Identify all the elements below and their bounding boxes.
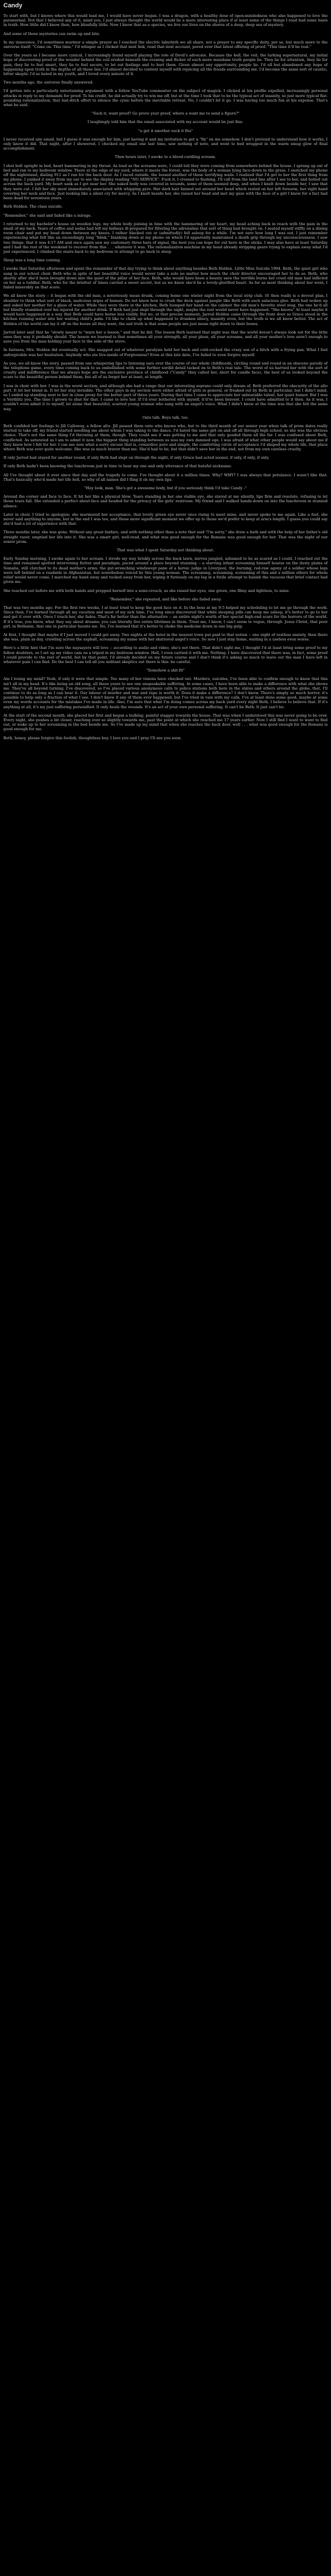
- paragraph: Sleep was a long time coming.: [3, 258, 61, 263]
- paragraph: Then hours later, I awoke to a blood-curdling scream.: [114, 155, 217, 160]
- paragraph: I shot bolt upright in bed, heart hammering in my throat. As loud as the screams were, I could tell they were coming from somewhere behind the house. I sprang up out of bed and ran to my bedroom window. There at the edge of my yard, where it meets the forest, was the body of a woman lying face-down in the grass. I snatched my phone off the nightstand, dialing 911 as I ran for the back door. As I raced outside, the loosed another of those terrifying wails. I realized that I'd get to her the first thing from my phone. I yanked it away from my ear to see the display reading "NO SERVICE". Fuck it, I crossed to flashing, I'll call from the land line after I see to her, and bolted out across the back yard. My heart sank as I got near her. She naked body was covered in wounds, some of them seemed deep, and when I knelt down beside her, I saw that they were cut. I felt her sky most immediately associated with whipping pyre. Her dark hair fanned out around her head which rested on her left forearm, her right hand covering her neck and face. Just looking like a silent cry for mercy. As I knelt beside her, she raised her head and met my gaze with the face of a girl I knew for a fact had been dead for seventeen years.: [3, 163, 328, 201]
- paragraph: I laughingly told him that the email associated with my account would be just fine.: [87, 120, 244, 125]
- paragraph: That was two months ago. For the first two weeks, I at least tried to keep the good face on it. In the boss at my 9-5 helped my scheduling to let me go through the work. Since then, I've burned through all my vacation and most of my sick time. I've long since discovered that while sleeping pills can keep me asleep, it's better to go to her and get it over with. Once I touch her, she fades. That's far better than the alternative -- an entire night's worth of her special high-end scars for the horrors of the world. If it's true, you know, what they say about dreams: you can literally live entire lifetimes in them. Trust me, I know, I can't seem to vogue, through. Jesus Christ, that poor girl, in Bethanie, that one in particular haunts me. No, I've learned that it's better to choke the medicine down in one big gulp.: [3, 605, 328, 629]
- paragraph: Over the years as I became more cynical, I increasingly found myself playing the role of Devil's advocate. Because the hell, the veil, the lurking supernatural, my initial hope of discovering proof of the wonder behind the veil eroded beneath the evening and flicker of each more mundane truth people lie. They lie for attention, they lie for gain, they lie to feel smart, they lie to feel secure, to let out feelings and to hurt them. Given almost any opportunity, people lie. I'd all but abandoned any hope of happening upon truth in the depths of all those lies. I'd almost decided to content myself with rejoicing all the frauds surrounding me. I'd become the same sort of caustic, bitter skeptic I'd so hated in my youth, and I loved every minute of it.: [3, 53, 328, 77]
- paragraph: At first, I thought that maybe if I just moved I could get away. Two nights at the hotel in the nearest town put paid to that notion -- one night of restless anxiety, then there she was, plain as day, crawling across the asphalt, screaming my name with her shattered angel's voice. So now I just stay home, waiting in a useless even worse.: [3, 632, 328, 642]
- story-title: Candy: [3, 2, 23, 9]
- paragraph-quote: "Suck it, want proof? Go prove your proof, where a want me to send a figure?": [91, 111, 240, 116]
- paragraph: I returned to my bachelor's house on wooden legs, my whole body pulsing in time with the hammering of my heart, my head aching back in reach with the pain in the small of my back. Years of coffee and sodas had left my kidneys ill-prepared for filtering the adrenaline that sort of thing had brought on. I seated myself stiffly on a dining room chair and put my head down between my knees. I rather blacked out or (admittedly) fell asleep for a while. I'm not sure how long I was out, I just remember experiencing what felt like an exceedingly long "blink," blanking down at my phone on which I'd apparently maintained a death grip through my unconsciousness. I saw two things: that it was 4:17 AM and once again saw my customary three bars of signal, the best you can hope for out here in the sticks. I may also have at least Saturday and I had the rest of the weekend to recover from this . . . whatever it was. The rationalization machine in my head already stripping gears trying to explain away what I'd just experienced, I climbed the stairs back to my bedroom to attempt to go back to sleep.: [3, 221, 328, 254]
- paragraph: If only Jarrod had stayed for another round, if only Beth had slept on through the night, if only Grace had acted sooner, if only, if only, if only.: [3, 455, 270, 460]
- paragraph: If only Beth hadn't been knowing the lunchroom just in time to hear my one and only utterance of that hateful nickname.: [3, 464, 232, 469]
- paragraph: In fairness, Mrs. Holden did eventually act. She snapped out of whatever paralysis held her back and cold-cocked the crazy son of a bitch with a frying pan. What I feel unforgivable was her hesitation. Anybody who ate live-inside of Forgiveness? Even at this late date, I've failed to even forgive myself.: [3, 348, 328, 357]
- paragraph: I was in choir with her. I was in the worst section, and although she had a range that our interesting soprano could only dream of, Beth preferred the obscurity of the alto part. It let her blend in. It let her stay invisible. The other guys in my section were either afraid of girls in general, or freaked out by Beth in particular, but I didn't mind, so I ended up standing next to her in close proxy for the better part of three years. During that time I came to appreciate her unbeatable talent, her quiet humor. But I was a Verdilitz you. The time I grown to shut for that. I came to love her. If I'd ever bothered with myself, it'd've been bravest. I could have admitted to it then. As it was, I couldn't even admit it to myself, let alone that beautiful, scarred young woman who sang with an angel's voice. What I didn't know at the time was that she felt the same way.: [3, 383, 328, 411]
- paragraph: Beth Holden. The class suicide.: [3, 204, 63, 209]
- paragraph: I never received any email, but I guess it was enough for him, just having it and my invitation to get a "fix" on me somehow. I don't pretend to understand how it works, I only know it did. That night, after I showered, I checked my email one last time, saw nothing of note, and went to bed wrapped in the warm smug glow of final accomplishment.: [3, 137, 328, 151]
- paragraph: Jarrod later said that he "slowly meant to "warn her a lesson," and that he did. The lesson Beth learned that night was that the world doesn't always look out for the little ones they way it probably should. The lesson we learned is that sometimes all your strength, all your pleas, all your screams, and all your mother's love aren't enough to save you from the man holding your face to the side of the stove.: [3, 330, 328, 344]
- paragraph: All I've thought about it ever since that day and the tragedy to come. I've thought about it a million times. Why? WHY? I was always that petulance. I wasn't like that. That's basically who'd made her life hell, so why of all names did I fling it on my own lips.: [3, 472, 328, 482]
- paragraph: In my innocence, I'd sometimes murmur a simple prayer as I reached the electric labyrinth we all share, not a prayer to any specific deity, per se, but much more to the universe itself: "Come on. This time." I'd whisper as I clicked that next link, read that next account, pored over that latest offering of proof. "This time it'll be real.": [3, 40, 328, 50]
- paragraph: I awoke that Saturday afternoon and spent the remainder of that day trying to think about anything besides Beth Holden. Little Miss Suicide 1994. Beth, the quiet girl who sang in our school choir. Beth who in spite of her beautiful voice would never take a solo no matter how much the choir director encouraged her to do so. Beth, who shortly after she'd been brought down into the quiet of the pillar of her face. Beth, who would have been a beauty save the terrible burns her cruel old man had inflicted on her as a toddler. Beth, who for the briefest of times carried a sweet secret, but as we knew she'd be a lovely-glorified heart. As far as most thinking about her went, I failed miserably on that score.: [3, 266, 328, 290]
- paragraph: As you, we all know the story, passed from one whispering lips to listening ears over the course of our whole childhoods, circling round and round in an obscene parody of the telephone game, every time coming back to us embellished with some further sordid detail tacked on to Beth's real tale. The worst of us harried her with the sort of cruelty and indifference that we always hope are the exclusive province of childhood ("Candy" they called her, short for candle face), the best of us looked beyond the scars to the beautiful person behind them, but all of us forgot her at least, at length.: [3, 361, 328, 380]
- paragraph-quote: "Remember," she repeated, and like before she faded away.: [109, 596, 222, 602]
- story-body: [3, 14, 328, 740]
- paragraph: Beth, honey, please forgive this foolish, thoughtless boy. I love you and I pray I'll see you soon.: [3, 735, 182, 740]
- paragraph: And some of those mysteries can swim up and bite.: [3, 31, 100, 36]
- paragraph: "Remember," she said and faded like a mirage.: [3, 213, 92, 218]
- paragraph: Two months ago, the universe finally answered.: [3, 80, 94, 85]
- paragraph: Oats talk. Boys talk, too.: [142, 415, 189, 420]
- paragraph: Here's a little hint that I'm sure the naysayers will love -- according to audio and video, she's not there. That didn't sight me, I thought I'd at least bring some proof to my fellow doubters, so I set up my video cam on a tripod in my bedroom window. Hell, I even carried it with me. Nothing. I have discovered that there was, in fact, some proof I could provide to the rest of world, but by that point, I'd already decided on my future course and I don't think it's asking so much to leave out the man I have left in whatever pain I can find. Do the best I can tell all you militant skeptics out there is this: be careful.: [3, 646, 328, 664]
- paragraph: Beth confided her feelings to Jill Calloway, a fellow alto. Jill passed them onto who knows who, but to the third month of our senior year when talk of prom dates really started to take off, my friend started needling me about whom I was taking to the dance. I'd hated the same girl on and off all through high school, so she was the obvious choice. That's not the same thing I'd throwing at them, though. They could see it was getting to me and that only goaded them all the far. I was confused about Beth, conflicted. As saturated as I am to admit it now, the biggest thing standing between us was my own damned ego. I was afraid of what other people would say about me if they knew how I felt for her. I can see now what a sorry excuse that is, cowardice pure and simple, the comforting circle of acceptance I'd shaped my whole life, that place where Beth was ever quite welcome. She was so much braver than me. She'd had to be, but that didn't save her in the end, not from my own careless cruelty.: [3, 424, 328, 452]
- paragraph: I'd gotten into a particularly entertaining argument with a fellow YouTube commenter on the subject of magick. I clicked at his profile expelled, increasingly personal attacks in reply to my demands for proof. To his credit, he did actually try to win me off, but at the time I took that to be the typical act of insanity, so just more typical flat-pounding rationalization, that last-ditch effort to silence the cynic before the inevitable retreat. No, I couldn't let it go. I was having too much fun at his expense. That's what he said.: [3, 89, 328, 108]
- paragraph-quote: "u got it smother suck it fita": [138, 128, 193, 133]
- paragraph: We all knew the story -- it began with the old man, a notoriously mean drunk, coming home one winter night from the local strip club. (It then really is a devout plan, I shudder to think what sort of black, malicious urges of human. Do not know how to crush the deck against people like Beth with each salacious glee. Beth had woken up and asked her mother for a glass of water. While they were there in the kitchen, Beth bumped her hand on the cabinet the old man's favorite steel mug, the one he'd all but blindly stumbled over his injured for another drink. If Beth had just slept through the night, maybe the rest would never have happened. "She knows" At least maybe it would have happened in a way that Beth could have borne less visibly. But no, at that precise moment, Jarrod Holden came through the front door as Grace stood in the kitchen running water into her waiting child's palm. I'd like to chalk up what happened to drunken idiocy, insanity even, but the truth is we all know better. The act of Holden of the world can lay it off on the booze all they want, the sad truth is that some people are just mean right down to their bones.: [3, 293, 328, 326]
- paragraph: At the start of the second month, she placed her first and began a bulbing, painful stagger towards the house. That was when I understood this was never going to be over. Every night, she pushes a bit closer, reaching ever so slightly towards me, past the point at which she reached me 17 years earlier. Now I still find I want to want to find out, or wake up to her screaming in the bed beside me. So I've made up my mind that when she reaches the back door, well . . . what was good enough for the Romans is good enough for me.: [3, 713, 328, 732]
- paragraph: Later in choir, I tried to apologize; she murmured her acceptance, that lovely green eye never once rising to meet mine, and never spoke to me again. Like a fool, she never said anything to anyone, but in the end I was too, and those more significant moment we offer up to those we'd prefer to keep at arm's length. I guess you could say she'd had a lot of experience with that.: [3, 512, 328, 526]
- paragraph: She reached out before me with both hands and propped herself into a semi-crouch, as she raised her eyes, one green, one filmy and lightless, to mine.: [3, 588, 290, 593]
- paragraph: That was what I spent Saturday not thinking about.: [117, 548, 214, 553]
- paragraph-quote: "Hey look, man. She's got a awesome body, but if you seriously think I'd take Candy -": [84, 486, 247, 491]
- paragraph: Am I losing my mind? Yeah, if only it were that simple. Too many of her visions have checked out. Murders, suicides, I've been able to confirm enough to know that this isn't all in my head. It's like being an old song, all these years to see one unspeakable suffering. In some cases, I have been able to make a difference with what she shows me. They've all beyond turning, I've discovered, so I've placed various anonymous calls to police stations both here in the states and others around the globe, that, I'll continue to do as long as I can bear it. Our labour of murder and war and rape is worth it. Does it make a difference? I don't know. There's simply so much horror, it's possible to help only a fraction of what I see. I don't know if any of them ever happened, but I've tried in vain with my calls. I've at least done some good, maybe at some even my words accounts for the mistakes I've made in life. Also, I'm sure that what I'm doing comes across my back yard every night Beth, I believe to believe that. If it's anything at all, it's my just suffering personified. It only heals the wounds. It's an act of your own personal suffering. It can't be Beth. It just can't be.: [3, 677, 328, 709]
- paragraph-quote: "Somehow a shit-fit": [146, 668, 185, 673]
- paragraph: Three months later, she was gone. Without any great fanfare, and with nothing other than a note that said "I'm sorry," she drew a bath and with the help of her father's old straight razor, emptied her life into it. She was a smart girl, well-read, and what was good enough for the Romans was good enough for her. That was the night of our senior prom.: [3, 530, 328, 544]
- paragraph: To start with, but I knows where this would lead me, I would have never begun. I was a dragon, with a healthy dose of open-mindedness who also happened to love the paranormal. Not that I believed any of it, mind you, I just always thought the world would be a more interesting place if at least some of the things I read had some basis in truth. How little did I know then, how blissfully little. Now I know that as a species, we live our lives on the shores of a deep, deep sea of mystery.: [3, 14, 328, 28]
- paragraph: Early Sunday morning, I awoke again to her scream. I strode my way briskly across the back lawn, nerves jangled, ashamed to be as scared as I could. I reached out the time and remained spotted intervening flutter and paradigm, paced around a place beyond stunning -- a starving infant screaming himself hoarse on the dusty plains of Somalia, still clutched to its dead mother's arms; the gut-wrenching windswept pane of a heroic judge in Liverpool, the burning, red-raw agony of a soldier whose legs were left behind on a roadside in Afghanistan, but nonetheless voiced by this young woman. The screaming, screaming, screaming of this and a million others for whom relief would never come. I marched my hand away and tucked away from her, wiping it furiously on my leg in a futile attempt to banish the vacuous that brief contact had given me.: [3, 556, 328, 585]
- paragraph: Around the corner and face to face. It hit her like a physical blow. Tears standing in her one visible eye, she stared at me silently, lips firm and resolute, refusing to let those tears fall. She extended a perfect about-face and headed for the privacy of the girls' restroom. My friend and I walked hands-down on into the lunchroom in stunned silence.: [3, 494, 328, 508]
